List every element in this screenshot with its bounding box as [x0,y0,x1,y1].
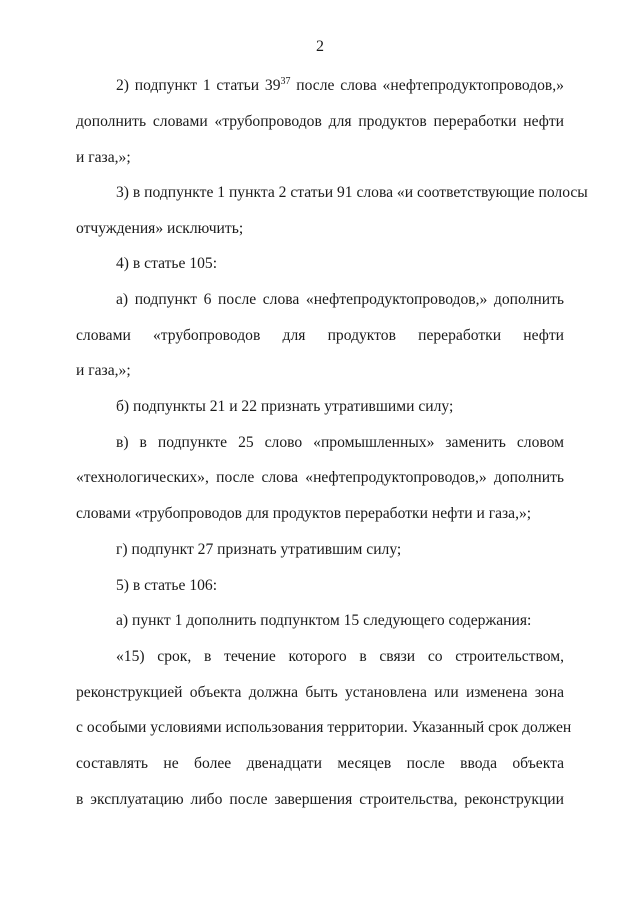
paragraph-2-line-3: и газа,»; [76,149,131,166]
subparagraph-b-line-1: б) подпункты 21 и 22 признать утратившими силу; [116,398,454,415]
paragraph-3-line-1: 3) в подпункте 1 пункта 2 статьи 91 слова «и соответствующие полосы [116,184,588,201]
subparagraph-a-line-1: а) подпункт 6 после слова «нефтепродуктопроводов,» дополнить [116,291,564,308]
subparagraph-g-line-1: г) подпункт 27 признать утратившим силу; [116,541,402,558]
subparagraph-v-line-2: «технологических», после слова «нефтепродуктопроводов,» дополнить [76,469,564,486]
paragraph-2-text-end: после слова «нефтепродуктопроводов,» [290,77,564,94]
page-number: 2 [316,38,324,55]
paragraph-2-text-start: 2) подпункт 1 статьи 39 [116,77,281,94]
paragraph-3-line-2: отчуждения» исключить; [76,220,244,237]
subitem-15-line-3: с особыми условиями использования территории. Указанный срок должен [76,719,572,736]
paragraph-2-line-2: дополнить словами «трубопроводов для продуктов переработки нефти [76,113,564,130]
subparagraph-v-line-1: в) в подпункте 25 слово «промышленных» заменить словом [116,434,564,451]
subparagraph-v-line-3: словами «трубопроводов для продуктов переработки нефти и газа,»; [76,505,532,522]
subitem-15-line-4: составлять не более двенадцати месяцев после ввода объекта [76,755,564,772]
subitem-15-line-2: реконструкцией объекта должна быть установлена или изменена зона [76,684,564,701]
subparagraph-a-line-2: словами «трубопроводов для продуктов переработки нефти [76,327,564,344]
subitem-15-line-5: в эксплуатацию либо после завершения строительства, реконструкции [76,791,564,808]
paragraph-4-line-1: 4) в статье 105: [116,255,218,272]
paragraph-5-line-1: 5) в статье 106: [116,577,218,594]
subparagraph-a-line-3: и газа,»; [76,362,131,379]
paragraph-2-line-1 [116,77,564,95]
subitem-15-line-1: «15) срок, в течение которого в связи со строительством, [116,648,564,665]
paragraph-5a-line-1: а) пункт 1 дополнить подпунктом 15 следующего содержания: [116,612,532,629]
article-superscript: 37 [280,75,291,87]
